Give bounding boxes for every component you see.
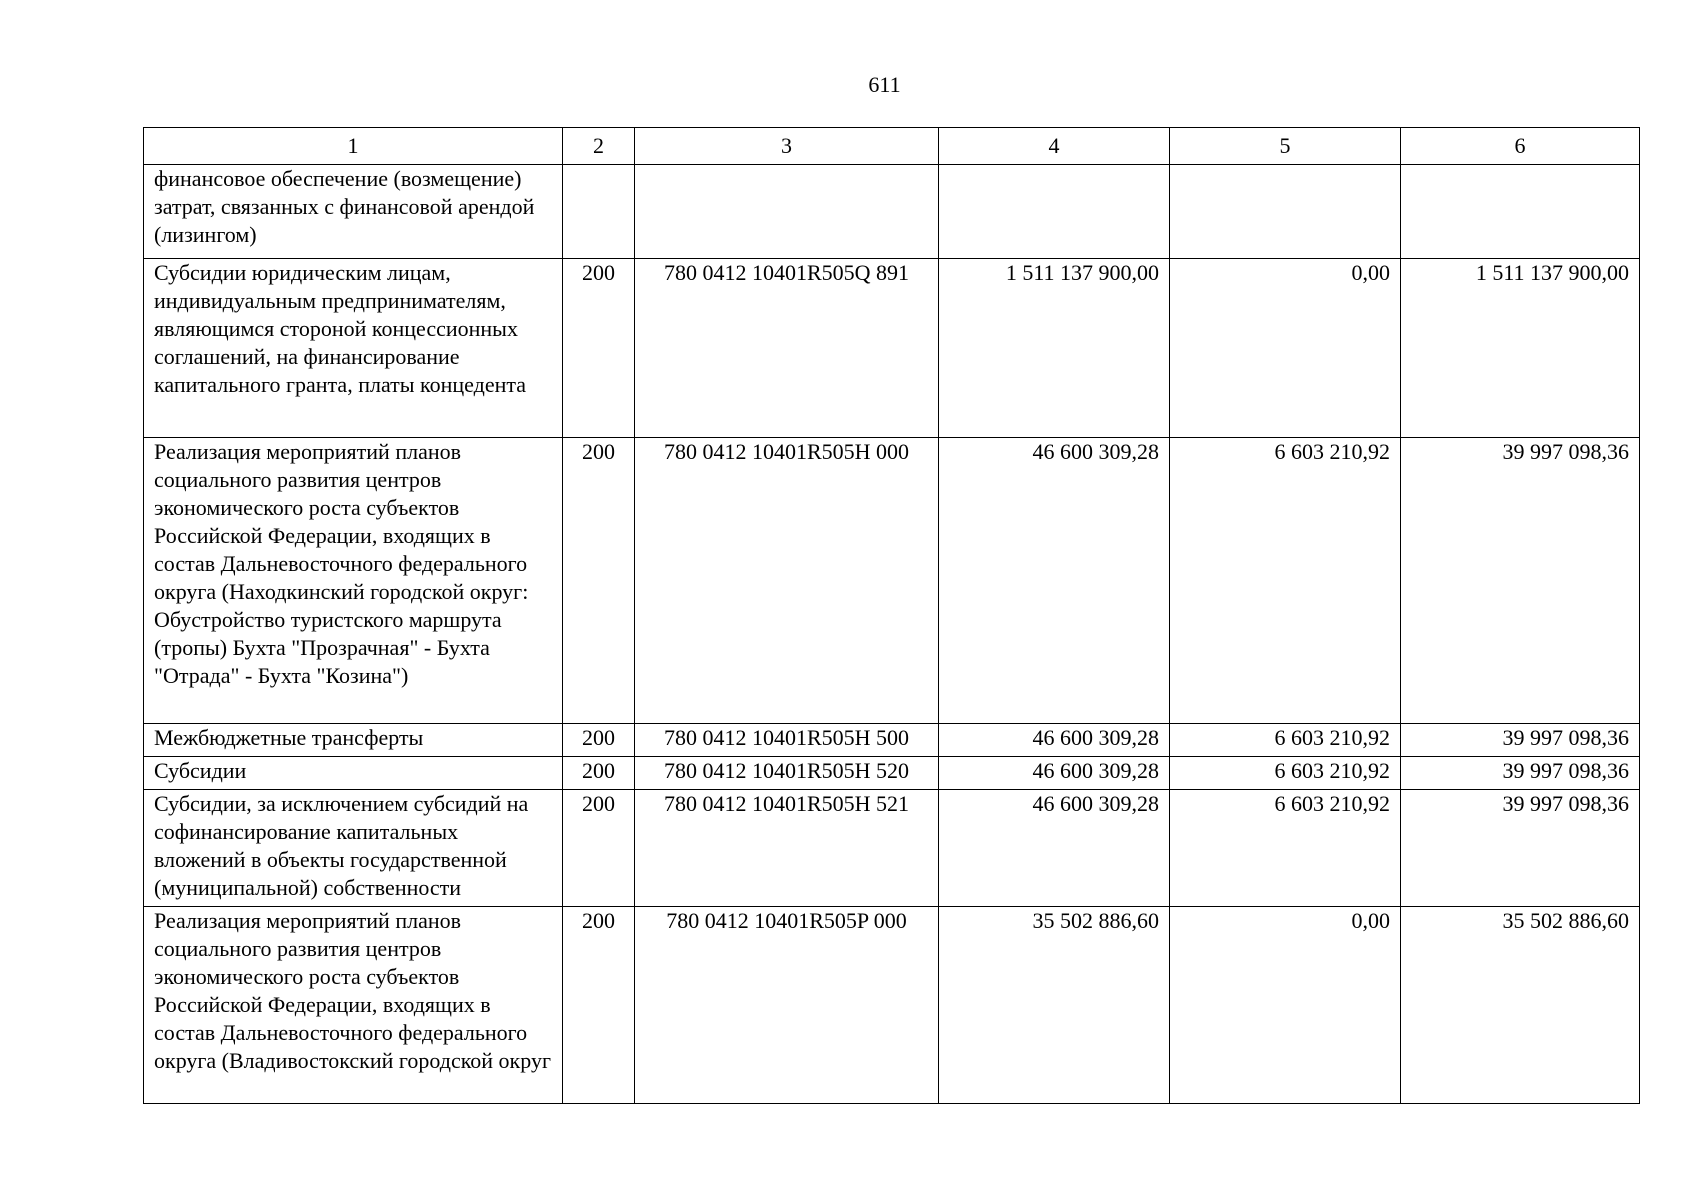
- table-row: [144, 724, 1640, 757]
- row-classification: 780 0412 10401R505H 520: [635, 757, 939, 790]
- row-value-6: 1 511 137 900,00: [1401, 259, 1640, 438]
- row-value-5: 0,00: [1170, 907, 1401, 1104]
- row-value-5: [1170, 165, 1401, 259]
- header-col-3: 3: [635, 128, 939, 165]
- row-value-5: 6 603 210,92: [1170, 757, 1401, 790]
- header-col-2: 2: [563, 128, 635, 165]
- page-number: 611: [868, 72, 901, 97]
- row-name: Межбюджетные трансферты: [144, 724, 563, 757]
- row-code: 200: [563, 724, 635, 757]
- row-value-4: [939, 165, 1170, 259]
- header-col-6: 6: [1401, 128, 1640, 165]
- row-value-4: 35 502 886,60: [939, 907, 1170, 1104]
- row-value-6: 39 997 098,36: [1401, 724, 1640, 757]
- row-value-5: 0,00: [1170, 259, 1401, 438]
- row-value-6: [1401, 165, 1640, 259]
- row-name: Субсидии юридическим лицам, индивидуальным предпринимателям, являющимся стороной концессионных соглашений, на финансирование капитального гранта, платы концедента: [144, 259, 563, 438]
- header-col-1: 1: [144, 128, 563, 165]
- row-value-6: 39 997 098,36: [1401, 438, 1640, 724]
- row-value-5: 6 603 210,92: [1170, 724, 1401, 757]
- row-name: финансовое обеспечение (возмещение) затрат, связанных с финансовой арендой (лизингом): [144, 165, 563, 259]
- header-col-4: 4: [939, 128, 1170, 165]
- row-value-5: 6 603 210,92: [1170, 438, 1401, 724]
- row-code: 200: [563, 438, 635, 724]
- row-value-6: 35 502 886,60: [1401, 907, 1640, 1104]
- table-row: [144, 438, 1640, 724]
- row-value-6: 39 997 098,36: [1401, 790, 1640, 907]
- row-classification: 780 0412 10401R505Q 891: [635, 259, 939, 438]
- row-value-4: 46 600 309,28: [939, 724, 1170, 757]
- row-code: [563, 165, 635, 259]
- table-row: [144, 757, 1640, 790]
- row-value-4: 46 600 309,28: [939, 438, 1170, 724]
- table-row: [144, 907, 1640, 1104]
- table-row: [144, 259, 1640, 438]
- row-code: 200: [563, 907, 635, 1104]
- row-name: Субсидии: [144, 757, 563, 790]
- row-value-4: 1 511 137 900,00: [939, 259, 1170, 438]
- row-value-4: 46 600 309,28: [939, 757, 1170, 790]
- row-classification: [635, 165, 939, 259]
- row-value-6: 39 997 098,36: [1401, 757, 1640, 790]
- row-code: 200: [563, 259, 635, 438]
- table-row: [144, 790, 1640, 907]
- row-value-5: 6 603 210,92: [1170, 790, 1401, 907]
- row-classification: 780 0412 10401R505H 500: [635, 724, 939, 757]
- row-code: 200: [563, 790, 635, 907]
- row-classification: 780 0412 10401R505P 000: [635, 907, 939, 1104]
- header-col-5: 5: [1170, 128, 1401, 165]
- row-code: 200: [563, 757, 635, 790]
- table-row: [144, 165, 1640, 259]
- table-header-row: [144, 128, 1640, 165]
- budget-table: [143, 127, 1640, 1104]
- row-classification: 780 0412 10401R505H 000: [635, 438, 939, 724]
- row-value-4: 46 600 309,28: [939, 790, 1170, 907]
- row-name: Реализация мероприятий планов социального развития центров экономического роста субъектов Российской Федерации, входящих в состав Дальневосточного федерального округа (Находкинский городской округ: Обустройство туристского маршрута (тропы) Бухта "Прозрачная" - Бухта "Отрада" - Бухта "Козина"): [144, 438, 563, 724]
- row-name: Реализация мероприятий планов социального развития центров экономического роста субъектов Российской Федерации, входящих в состав Дальневосточного федерального округа (Владивостокский городской округ: [144, 907, 563, 1104]
- row-classification: 780 0412 10401R505H 521: [635, 790, 939, 907]
- row-name: Субсидии, за исключением субсидий на софинансирование капитальных вложений в объекты государственной (муниципальной) собственности: [144, 790, 563, 907]
